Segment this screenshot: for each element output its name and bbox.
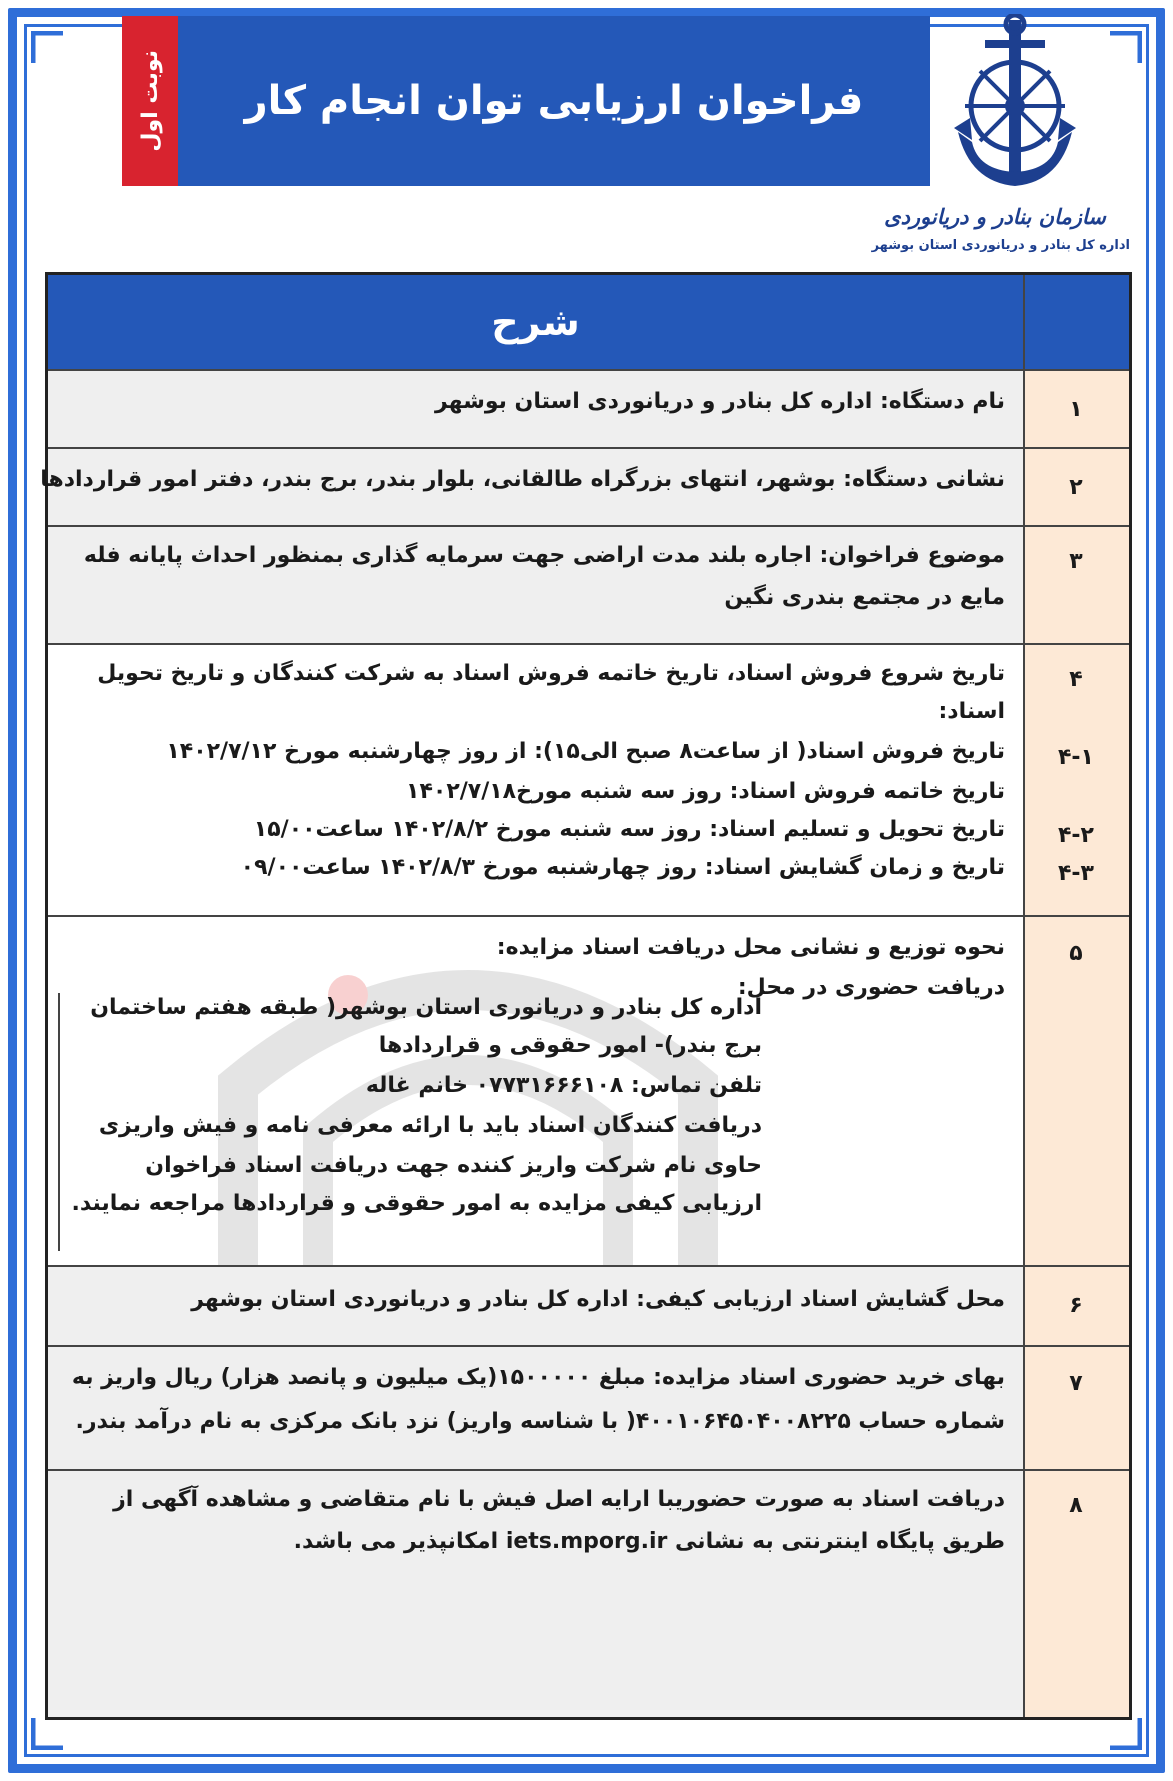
edition-tab xyxy=(122,16,178,186)
org-name: سازمان بنادر و دریانوردی xyxy=(884,204,1106,229)
address-line: اداره کل بنادر و دریانوری استان بوشهر( طبقه هفتم ساختمان xyxy=(90,995,762,1020)
row-label: دریافت حضوری در محل: xyxy=(737,975,1005,1000)
address-line: حاوی نام شرکت واریز کننده جهت دریافت اسناد فراخوان xyxy=(145,1153,762,1178)
table-row xyxy=(48,1347,1129,1471)
row-text: تاریخ خاتمه فروش اسناد: روز سه شنبه مورخ۱۴۰۲/۷/۱۸ xyxy=(406,779,1005,804)
row-text: نام دستگاه: اداره کل بنادر و دریانوردی استان بوشهر xyxy=(435,389,1005,414)
page-title: فراخوان ارزیابی توان انجام کار xyxy=(244,78,864,124)
table-heading: شرح xyxy=(491,300,580,344)
notice-table xyxy=(40,272,1132,1720)
table-row xyxy=(48,1267,1129,1347)
table-row xyxy=(48,1471,1129,1717)
address-line: ارزیابی کیفی مزایده به امور حقوقی و قراردادها مراجعه نمایند. xyxy=(71,1191,762,1216)
row-number: ۸ xyxy=(1069,1493,1083,1518)
table-header-row xyxy=(48,275,1129,371)
row-number: ۱ xyxy=(1069,397,1083,422)
row-text: مایع در مجتمع بندری نگین xyxy=(724,585,1005,610)
org-subtitle: اداره کل بنادر و دریانوردی استان بوشهر xyxy=(871,238,1130,253)
row-text: شماره حساب ۴۰۰۱۰۶۴۵۰۴۰۰۸۲۲۵( با شناسه واریز) نزد بانک مرکزی به نام درآمد بندر. xyxy=(75,1409,1005,1434)
row-subnumber: ۴-۲ xyxy=(1058,823,1094,848)
table-row xyxy=(40,449,1129,527)
table-row xyxy=(48,645,1129,917)
row-number: ۲ xyxy=(1069,475,1083,500)
row-number: ۶ xyxy=(1069,1293,1083,1318)
row-text: نحوه توزیع و نشانی محل دریافت اسناد مزایده: xyxy=(496,935,1005,960)
address-line: دریافت کنندگان اسناد باید با ارائه معرفی نامه و فیش واریزی xyxy=(98,1113,762,1138)
row-text: تاریخ شروع فروش اسناد، تاریخ خاتمه فروش اسناد به شرکت کنندگان و تاریخ تحویل xyxy=(97,661,1005,686)
row-subnumber: ۴-۳ xyxy=(1058,861,1094,886)
table-row xyxy=(48,917,1129,1267)
corner-ornament-icon xyxy=(1108,1716,1142,1750)
row-text: محل گشایش اسناد ارزیابی کیفی: اداره کل بنادر و دریانوردی استان بوشهر xyxy=(191,1287,1005,1312)
header-band xyxy=(178,16,930,186)
org-logo xyxy=(870,14,1130,256)
table-row xyxy=(48,371,1129,449)
phone-line: تلفن تماس: ۰۷۷۳۱۶۶۶۱۰۸ خانم غاله xyxy=(365,1073,762,1098)
row-text: موضوع فراخوان: اجاره بلند مدت اراضی جهت سرمایه گذاری بمنظور احداث پایانه فله xyxy=(83,543,1005,568)
row-text: بهای خرید حضوری اسناد مزایده: مبلغ ۱۵۰۰۰۰۰(یک میلیون و پانصد هزار) ریال واریز به xyxy=(71,1365,1005,1390)
row-text: اسناد: xyxy=(938,699,1005,724)
row-number: ۵ xyxy=(1069,941,1083,966)
row-subnumber: ۴-۱ xyxy=(1058,745,1094,770)
row-number: ۴ xyxy=(1069,667,1083,692)
row-text: تاریخ تحویل و تسلیم اسناد: روز سه شنبه مورخ ۱۴۰۲/۸/۲ ساعت۱۵/۰۰ xyxy=(253,817,1005,842)
row-text: تاریخ فروش اسناد( از ساعت۸ صبح الی۱۵): از روز چهارشنبه مورخ ۱۴۰۲/۷/۱۲ xyxy=(166,739,1005,764)
edition-label: نوبت اول xyxy=(137,50,163,152)
anchor-wheel-icon xyxy=(950,14,1080,200)
row-text: تاریخ و زمان گشایش اسناد: روز چهارشنبه مورخ ۱۴۰۲/۸/۳ ساعت۰۹/۰۰ xyxy=(240,855,1005,880)
row-number: ۷ xyxy=(1069,1371,1083,1396)
row-text: دریافت اسناد به صورت حضوریبا ارایه اصل فیش با نام متقاضی و مشاهده آگهی از xyxy=(113,1487,1005,1512)
row-text: نشانی دستگاه: بوشهر، انتهای بزرگراه طالقانی، بلوار بندر، برج بندر، دفتر امور قراردادها xyxy=(40,467,1005,492)
row-text: طریق پایگاه اینترنتی به نشانی iets.mporg.ir امکانپذیر می باشد. xyxy=(293,1529,1005,1554)
corner-ornament-icon xyxy=(31,1716,65,1750)
corner-ornament-icon xyxy=(31,31,65,65)
row-number: ۳ xyxy=(1069,549,1083,574)
address-block xyxy=(58,993,778,1251)
address-line: برج بندر)- امور حقوقی و قراردادها xyxy=(378,1033,762,1058)
table-row xyxy=(48,527,1129,645)
